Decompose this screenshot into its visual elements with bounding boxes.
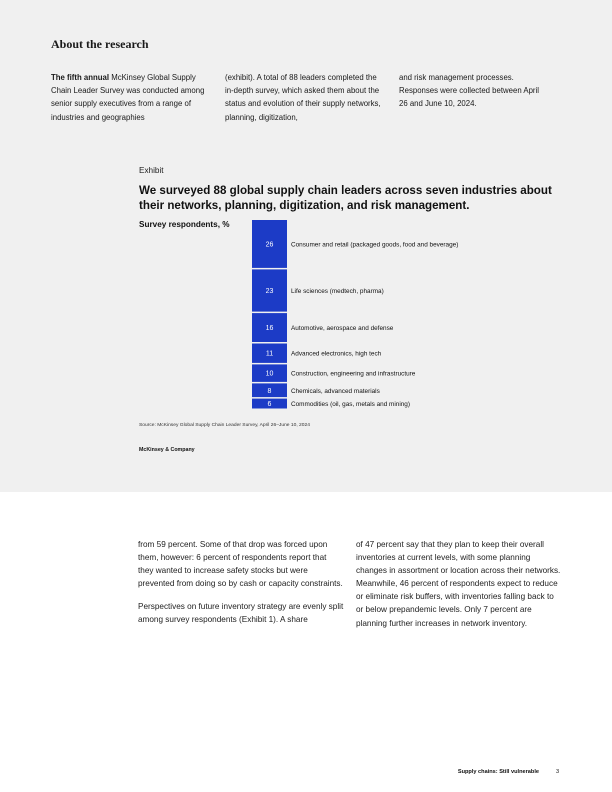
body-paragraph: Perspectives on future inventory strategy are evenly split among survey respondents (Exhibit 1). A share <box>138 602 344 625</box>
mckinsey-logo: McKinsey & Company <box>139 447 195 453</box>
about-lead-in: The fifth annual <box>51 73 110 82</box>
about-column-2: (exhibit). A total of 88 leaders completed the in-depth survey, which asked them about the status and evolution of their supply networks, planning, digitization, <box>225 73 381 122</box>
about-column-1-text: McKinsey Global Supply Chain Leader Survey was conducted among senior supply executives from a range of industries and geographies <box>51 73 205 122</box>
chart-unit-label: Survey respondents, % <box>139 220 230 229</box>
category-label: Chemicals, advanced materials <box>291 387 380 395</box>
about-title: About the research <box>51 37 149 51</box>
body-column-1 <box>138 538 344 627</box>
exhibit-label: Exhibit <box>139 166 164 175</box>
bar-value-label: 11 <box>265 350 274 358</box>
bar-value-label: 10 <box>265 370 274 378</box>
category-label: Automotive, aerospace and defense <box>291 325 394 333</box>
running-title: Supply chains: Still vulnerable <box>457 769 539 775</box>
category-label: Construction, engineering and infrastructure <box>291 370 416 378</box>
bar-value-label: 8 <box>267 387 272 395</box>
category-label: Consumer and retail (packaged goods, food and beverage) <box>291 241 459 249</box>
category-label: Life sciences (medtech, pharma) <box>291 288 384 295</box>
category-label: Commodities (oil, gas, metals and mining) <box>291 401 410 409</box>
bar-value-label: 6 <box>267 401 272 409</box>
bar-value-label: 23 <box>265 288 274 295</box>
category-label: Advanced electronics, high tech <box>291 350 382 358</box>
bar-value-label: 26 <box>265 241 274 249</box>
body-column-2 <box>356 538 562 630</box>
bar-value-label: 16 <box>265 325 274 333</box>
chart-source: Source: McKinsey Global Supply Chain Leader Survey, April 26–June 10, 2024 <box>139 423 310 428</box>
page-number: 3 <box>556 769 560 775</box>
exhibit-title: We surveyed 88 global supply chain leaders across seven industries about their networks, planning, digitization, and risk management. <box>139 184 552 212</box>
body-paragraph: from 59 percent. Some of that drop was forced upon them, however: 6 percent of respondents report that they wanted to increase safety stocks but were prevented from doing so by cash or capacity constraints. <box>138 540 343 589</box>
about-column-3: and risk management processes. Responses were collected between April 26 and June 10, 2024. <box>399 73 539 109</box>
body-paragraph: of 47 percent say that they plan to keep their overall inventories at current levels, with some planning changes in assortment or location across their networks. Meanwhile, 46 percent of respondents expect to reduce or eliminate risk buffers, with inventories falling back to or below prepandemic levels. Only 7 percent are planning further increases in network inventory. <box>356 540 561 628</box>
